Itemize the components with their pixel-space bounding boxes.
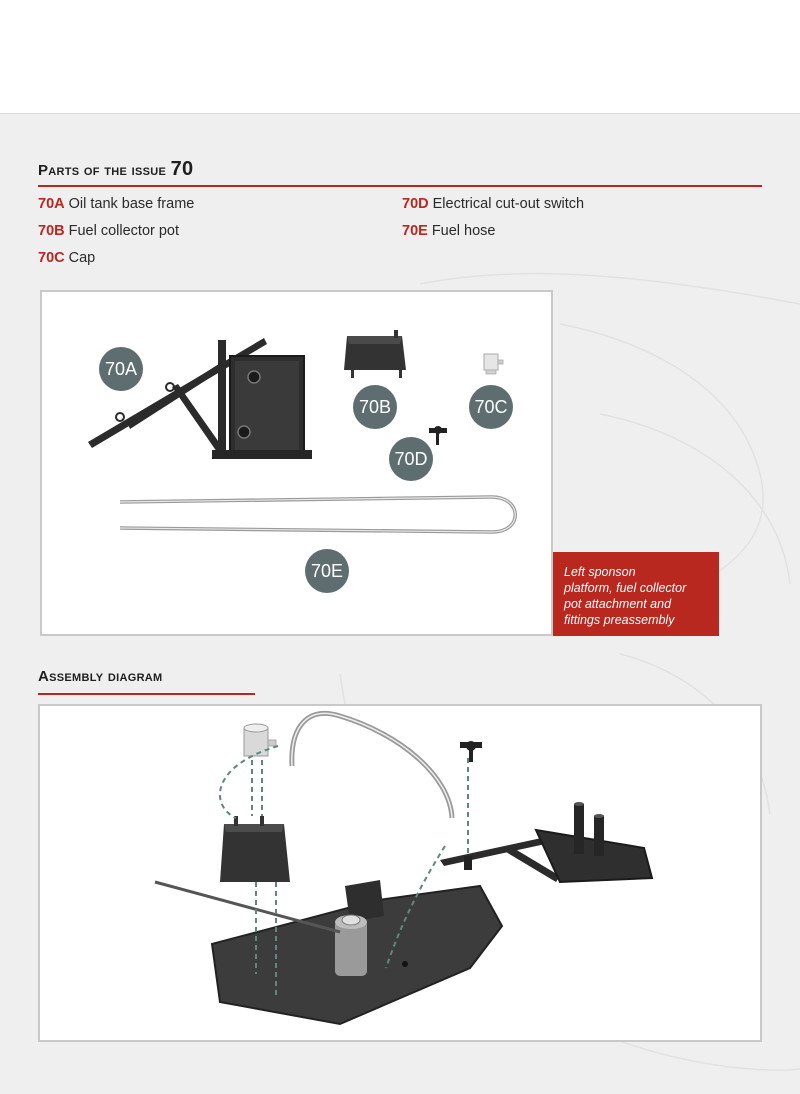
oil-tank-frame-diagram <box>440 802 652 882</box>
part-code: 70A <box>38 196 65 212</box>
parts-heading-text: Parts of the issue <box>38 162 167 179</box>
caption-line: pot attachment and <box>564 597 672 611</box>
part-item-70e <box>402 221 584 248</box>
cut-out-switch-part <box>429 426 447 445</box>
step-caption-box <box>553 552 719 636</box>
parts-illustration <box>42 292 551 634</box>
badge-70d: 70D <box>389 437 433 481</box>
part-label: Cap <box>68 250 96 266</box>
cap-diagram <box>244 724 276 756</box>
part-item-70b <box>38 221 194 248</box>
assembly-heading: Assembly diagram <box>38 668 163 685</box>
part-item-70d <box>402 194 584 221</box>
page-header-band <box>0 0 800 114</box>
part-label: Fuel collector pot <box>68 223 180 239</box>
issue-number: 70 <box>170 158 194 180</box>
parts-list-right <box>402 194 584 248</box>
badge-70a: 70A <box>99 347 143 391</box>
badge-70c: 70C <box>469 385 513 429</box>
caption-line: Left sponson <box>564 565 636 579</box>
parts-heading <box>38 158 193 181</box>
part-item-70c <box>38 248 194 275</box>
part-label: Oil tank base frame <box>68 196 195 212</box>
fuel-hose-diagram <box>292 713 452 818</box>
part-label: Electrical cut-out switch <box>432 196 585 212</box>
badge-70e: 70E <box>305 549 349 593</box>
part-item-70a <box>38 194 194 221</box>
badge-70b: 70B <box>353 385 397 429</box>
assembly-diagram-panel <box>38 704 762 1042</box>
caption-line: fittings preassembly <box>564 613 675 627</box>
part-code: 70D <box>402 196 429 212</box>
assembly-heading-rule <box>38 693 255 695</box>
parts-heading-rule <box>38 185 762 187</box>
cut-out-switch-diagram <box>460 741 482 762</box>
assembly-illustration <box>40 706 760 1040</box>
parts-image-panel <box>40 290 553 636</box>
part-code: 70E <box>402 223 428 239</box>
parts-list-left <box>38 194 194 275</box>
fuel-hose-part <box>120 497 515 532</box>
caption-line: platform, fuel collector <box>564 581 687 595</box>
cap-part <box>484 354 503 374</box>
part-code: 70B <box>38 223 65 239</box>
collector-pot-diagram <box>220 816 290 882</box>
fuel-collector-pot-part <box>344 330 406 378</box>
part-label: Fuel hose <box>431 223 496 239</box>
part-code: 70C <box>38 250 65 266</box>
